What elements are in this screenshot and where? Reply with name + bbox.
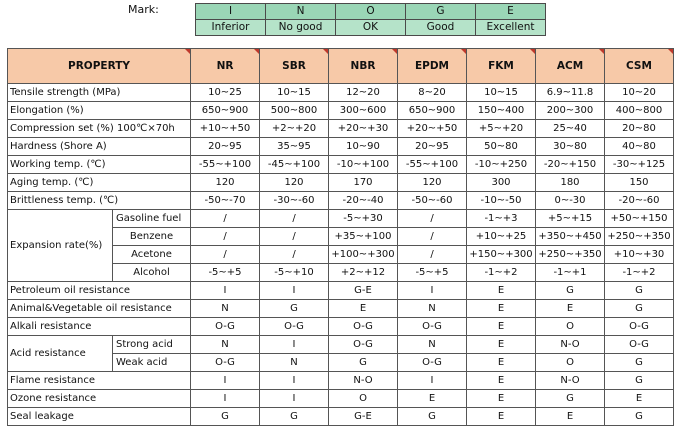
- table-cell: G: [191, 408, 260, 426]
- table-cell: -10~-50: [467, 192, 536, 210]
- table-cell: G-E: [329, 408, 398, 426]
- table-cell: 200~300: [536, 102, 605, 120]
- table-cell: I: [398, 282, 467, 300]
- table-row: [8, 408, 674, 426]
- table-cell: G: [605, 408, 674, 426]
- table-row: [8, 318, 674, 336]
- table-cell: +150~+300: [467, 246, 536, 264]
- table-cell: O-G: [329, 318, 398, 336]
- table-cell: G: [329, 354, 398, 372]
- legend-meaning: Good: [406, 20, 476, 36]
- table-cell: -20~-60: [605, 192, 674, 210]
- table-row: [8, 372, 674, 390]
- row-label: Ozone resistance: [8, 390, 191, 408]
- table-cell: G: [260, 408, 329, 426]
- table-cell: E: [467, 372, 536, 390]
- table-cell: -50~-70: [191, 192, 260, 210]
- legend-table: [195, 3, 546, 36]
- table-cell: 120: [398, 174, 467, 192]
- table-cell: O-G: [191, 318, 260, 336]
- table-cell: -1~+3: [467, 210, 536, 228]
- table-cell: O-G: [605, 318, 674, 336]
- table-cell: +250~+350: [536, 246, 605, 264]
- table-cell: 20~80: [605, 120, 674, 138]
- table-cell: I: [191, 390, 260, 408]
- table-cell: 180: [536, 174, 605, 192]
- table-cell: 170: [329, 174, 398, 192]
- table-row: [8, 120, 674, 138]
- table-cell: O-G: [398, 318, 467, 336]
- table-row: [8, 390, 674, 408]
- table-cell: O: [536, 354, 605, 372]
- table-cell: E: [536, 300, 605, 318]
- table-cell: +5~+15: [536, 210, 605, 228]
- table-cell: +2~+12: [329, 264, 398, 282]
- table-cell: G: [260, 300, 329, 318]
- table-row: [8, 84, 674, 102]
- table-cell: /: [191, 210, 260, 228]
- table-cell: I: [260, 372, 329, 390]
- header-cell: ACM: [536, 49, 605, 84]
- table-cell: I: [398, 372, 467, 390]
- row-label: Elongation (%): [8, 102, 191, 120]
- table-cell: /: [260, 228, 329, 246]
- header-cell: FKM: [467, 49, 536, 84]
- table-row: [8, 300, 674, 318]
- table-cell: O-G: [191, 354, 260, 372]
- table-cell: N-O: [536, 336, 605, 354]
- table-cell: 400~800: [605, 102, 674, 120]
- sub-label: Gasoline fuel: [113, 210, 191, 228]
- table-cell: 12~20: [329, 84, 398, 102]
- table-cell: 300~600: [329, 102, 398, 120]
- table-cell: 500~800: [260, 102, 329, 120]
- table-cell: +50~+150: [605, 210, 674, 228]
- table-cell: O-G: [260, 318, 329, 336]
- table-cell: 0~-30: [536, 192, 605, 210]
- table-cell: -50~-60: [398, 192, 467, 210]
- table-row: [8, 102, 674, 120]
- row-label: Seal leakage: [8, 408, 191, 426]
- header-cell: EPDM: [398, 49, 467, 84]
- table-cell: /: [398, 210, 467, 228]
- table-cell: -10~+100: [329, 156, 398, 174]
- properties-table: [7, 48, 674, 426]
- table-cell: /: [398, 246, 467, 264]
- row-label: Working temp. (℃): [8, 156, 191, 174]
- legend-title: Mark:: [128, 3, 159, 16]
- table-cell: E: [536, 408, 605, 426]
- table-cell: G: [605, 354, 674, 372]
- table-cell: -55~+100: [191, 156, 260, 174]
- table-cell: N: [260, 354, 329, 372]
- table-cell: 20~95: [398, 138, 467, 156]
- sub-label: Alcohol: [113, 264, 191, 282]
- table-cell: 650~900: [398, 102, 467, 120]
- table-cell: E: [605, 390, 674, 408]
- legend-codes-row: [196, 4, 546, 20]
- table-cell: 10~90: [329, 138, 398, 156]
- table-cell: E: [467, 282, 536, 300]
- header-property: PROPERTY: [8, 49, 191, 84]
- legend-code: N: [266, 4, 336, 20]
- header-row: [8, 49, 674, 84]
- row-label: Hardness (Shore A): [8, 138, 191, 156]
- table-cell: E: [467, 354, 536, 372]
- table-cell: 120: [191, 174, 260, 192]
- table-cell: -30~-60: [260, 192, 329, 210]
- table-cell: E: [467, 336, 536, 354]
- table-cell: I: [191, 372, 260, 390]
- table-cell: N: [398, 336, 467, 354]
- table-cell: 8~20: [398, 84, 467, 102]
- table-cell: 10~15: [260, 84, 329, 102]
- row-label: Petroleum oil resistance: [8, 282, 191, 300]
- header-cell: SBR: [260, 49, 329, 84]
- table-cell: O-G: [605, 336, 674, 354]
- table-cell: +35~+100: [329, 228, 398, 246]
- legend-meanings-row: [196, 20, 546, 36]
- table-cell: E: [398, 390, 467, 408]
- header-cell: CSM: [605, 49, 674, 84]
- table-cell: 35~95: [260, 138, 329, 156]
- table-cell: +350~+450: [536, 228, 605, 246]
- table-row: [8, 174, 674, 192]
- table-row: [8, 156, 674, 174]
- table-cell: -20~-40: [329, 192, 398, 210]
- table-row: [8, 210, 674, 228]
- table-cell: -5~+10: [260, 264, 329, 282]
- table-cell: O-G: [329, 336, 398, 354]
- table-cell: 150: [605, 174, 674, 192]
- table-cell: -45~+100: [260, 156, 329, 174]
- sub-label: Acetone: [113, 246, 191, 264]
- table-cell: E: [467, 318, 536, 336]
- legend-meaning: OK: [336, 20, 406, 36]
- table-cell: G-E: [329, 282, 398, 300]
- table-cell: +10~+50: [191, 120, 260, 138]
- table-cell: 150~400: [467, 102, 536, 120]
- table-cell: G: [605, 282, 674, 300]
- table-cell: 40~80: [605, 138, 674, 156]
- table-cell: 120: [260, 174, 329, 192]
- table-cell: 10~20: [605, 84, 674, 102]
- table-cell: 50~80: [467, 138, 536, 156]
- table-cell: -5~+5: [398, 264, 467, 282]
- table-cell: +2~+20: [260, 120, 329, 138]
- table-cell: O-G: [398, 354, 467, 372]
- row-label: Brittleness temp. (℃): [8, 192, 191, 210]
- legend-code: G: [406, 4, 476, 20]
- table-cell: -5~+5: [191, 264, 260, 282]
- legend-meaning: Inferior: [196, 20, 266, 36]
- table-cell: 25~40: [536, 120, 605, 138]
- table-cell: /: [398, 228, 467, 246]
- sub-label: Strong acid: [113, 336, 191, 354]
- group-label: Expansion rate(%): [8, 210, 113, 282]
- table-cell: +10~+30: [605, 246, 674, 264]
- table-cell: 30~80: [536, 138, 605, 156]
- table-cell: 10~15: [467, 84, 536, 102]
- table-cell: N-O: [329, 372, 398, 390]
- table-cell: O: [536, 318, 605, 336]
- legend-meaning: Excellent: [476, 20, 546, 36]
- sub-label: Weak acid: [113, 354, 191, 372]
- table-cell: I: [260, 336, 329, 354]
- table-cell: -5~+30: [329, 210, 398, 228]
- table-cell: G: [398, 408, 467, 426]
- table-row: [8, 138, 674, 156]
- table-cell: O: [329, 390, 398, 408]
- row-label: Flame resistance: [8, 372, 191, 390]
- table-cell: G: [536, 282, 605, 300]
- table-cell: /: [260, 246, 329, 264]
- table-cell: -1~+2: [605, 264, 674, 282]
- table-cell: N: [191, 336, 260, 354]
- header-cell: NR: [191, 49, 260, 84]
- table-cell: N: [191, 300, 260, 318]
- table-cell: 6.9~11.8: [536, 84, 605, 102]
- table-cell: 300: [467, 174, 536, 192]
- table-cell: +20~+50: [398, 120, 467, 138]
- row-label: Aging temp. (℃): [8, 174, 191, 192]
- table-cell: +20~+30: [329, 120, 398, 138]
- table-cell: /: [260, 210, 329, 228]
- table-cell: G: [605, 300, 674, 318]
- table-cell: N-O: [536, 372, 605, 390]
- table-cell: -55~+100: [398, 156, 467, 174]
- table-row: [8, 282, 674, 300]
- table-cell: I: [191, 282, 260, 300]
- table-cell: E: [467, 408, 536, 426]
- sub-label: Benzene: [113, 228, 191, 246]
- table-row: [8, 192, 674, 210]
- table-cell: -10~+250: [467, 156, 536, 174]
- table-cell: -1~+2: [467, 264, 536, 282]
- legend-code: O: [336, 4, 406, 20]
- table-cell: /: [191, 246, 260, 264]
- table-cell: -20~+150: [536, 156, 605, 174]
- row-label: Alkali resistance: [8, 318, 191, 336]
- table-cell: E: [467, 390, 536, 408]
- table-cell: E: [329, 300, 398, 318]
- table-cell: I: [260, 282, 329, 300]
- table-cell: +250~+350: [605, 228, 674, 246]
- table-cell: +10~+25: [467, 228, 536, 246]
- table-cell: E: [467, 300, 536, 318]
- table-cell: G: [536, 390, 605, 408]
- row-label: Tensile strength (MPa): [8, 84, 191, 102]
- table-cell: N: [398, 300, 467, 318]
- row-label: Compression set (%) 100℃×70h: [8, 120, 191, 138]
- table-cell: -1~+1: [536, 264, 605, 282]
- table-row: [8, 336, 674, 354]
- table-body: [8, 84, 674, 426]
- table-cell: +5~+20: [467, 120, 536, 138]
- table-cell: -30~+125: [605, 156, 674, 174]
- header-cell: NBR: [329, 49, 398, 84]
- table-cell: 20~95: [191, 138, 260, 156]
- legend-meaning: No good: [266, 20, 336, 36]
- legend-code: E: [476, 4, 546, 20]
- row-label: Animal&Vegetable oil resistance: [8, 300, 191, 318]
- table-cell: G: [605, 372, 674, 390]
- table-cell: 10~25: [191, 84, 260, 102]
- legend-code: I: [196, 4, 266, 20]
- table-cell: /: [191, 228, 260, 246]
- group-label: Acid resistance: [8, 336, 113, 372]
- table-cell: 650~900: [191, 102, 260, 120]
- table-cell: I: [260, 390, 329, 408]
- table-cell: +100~+300: [329, 246, 398, 264]
